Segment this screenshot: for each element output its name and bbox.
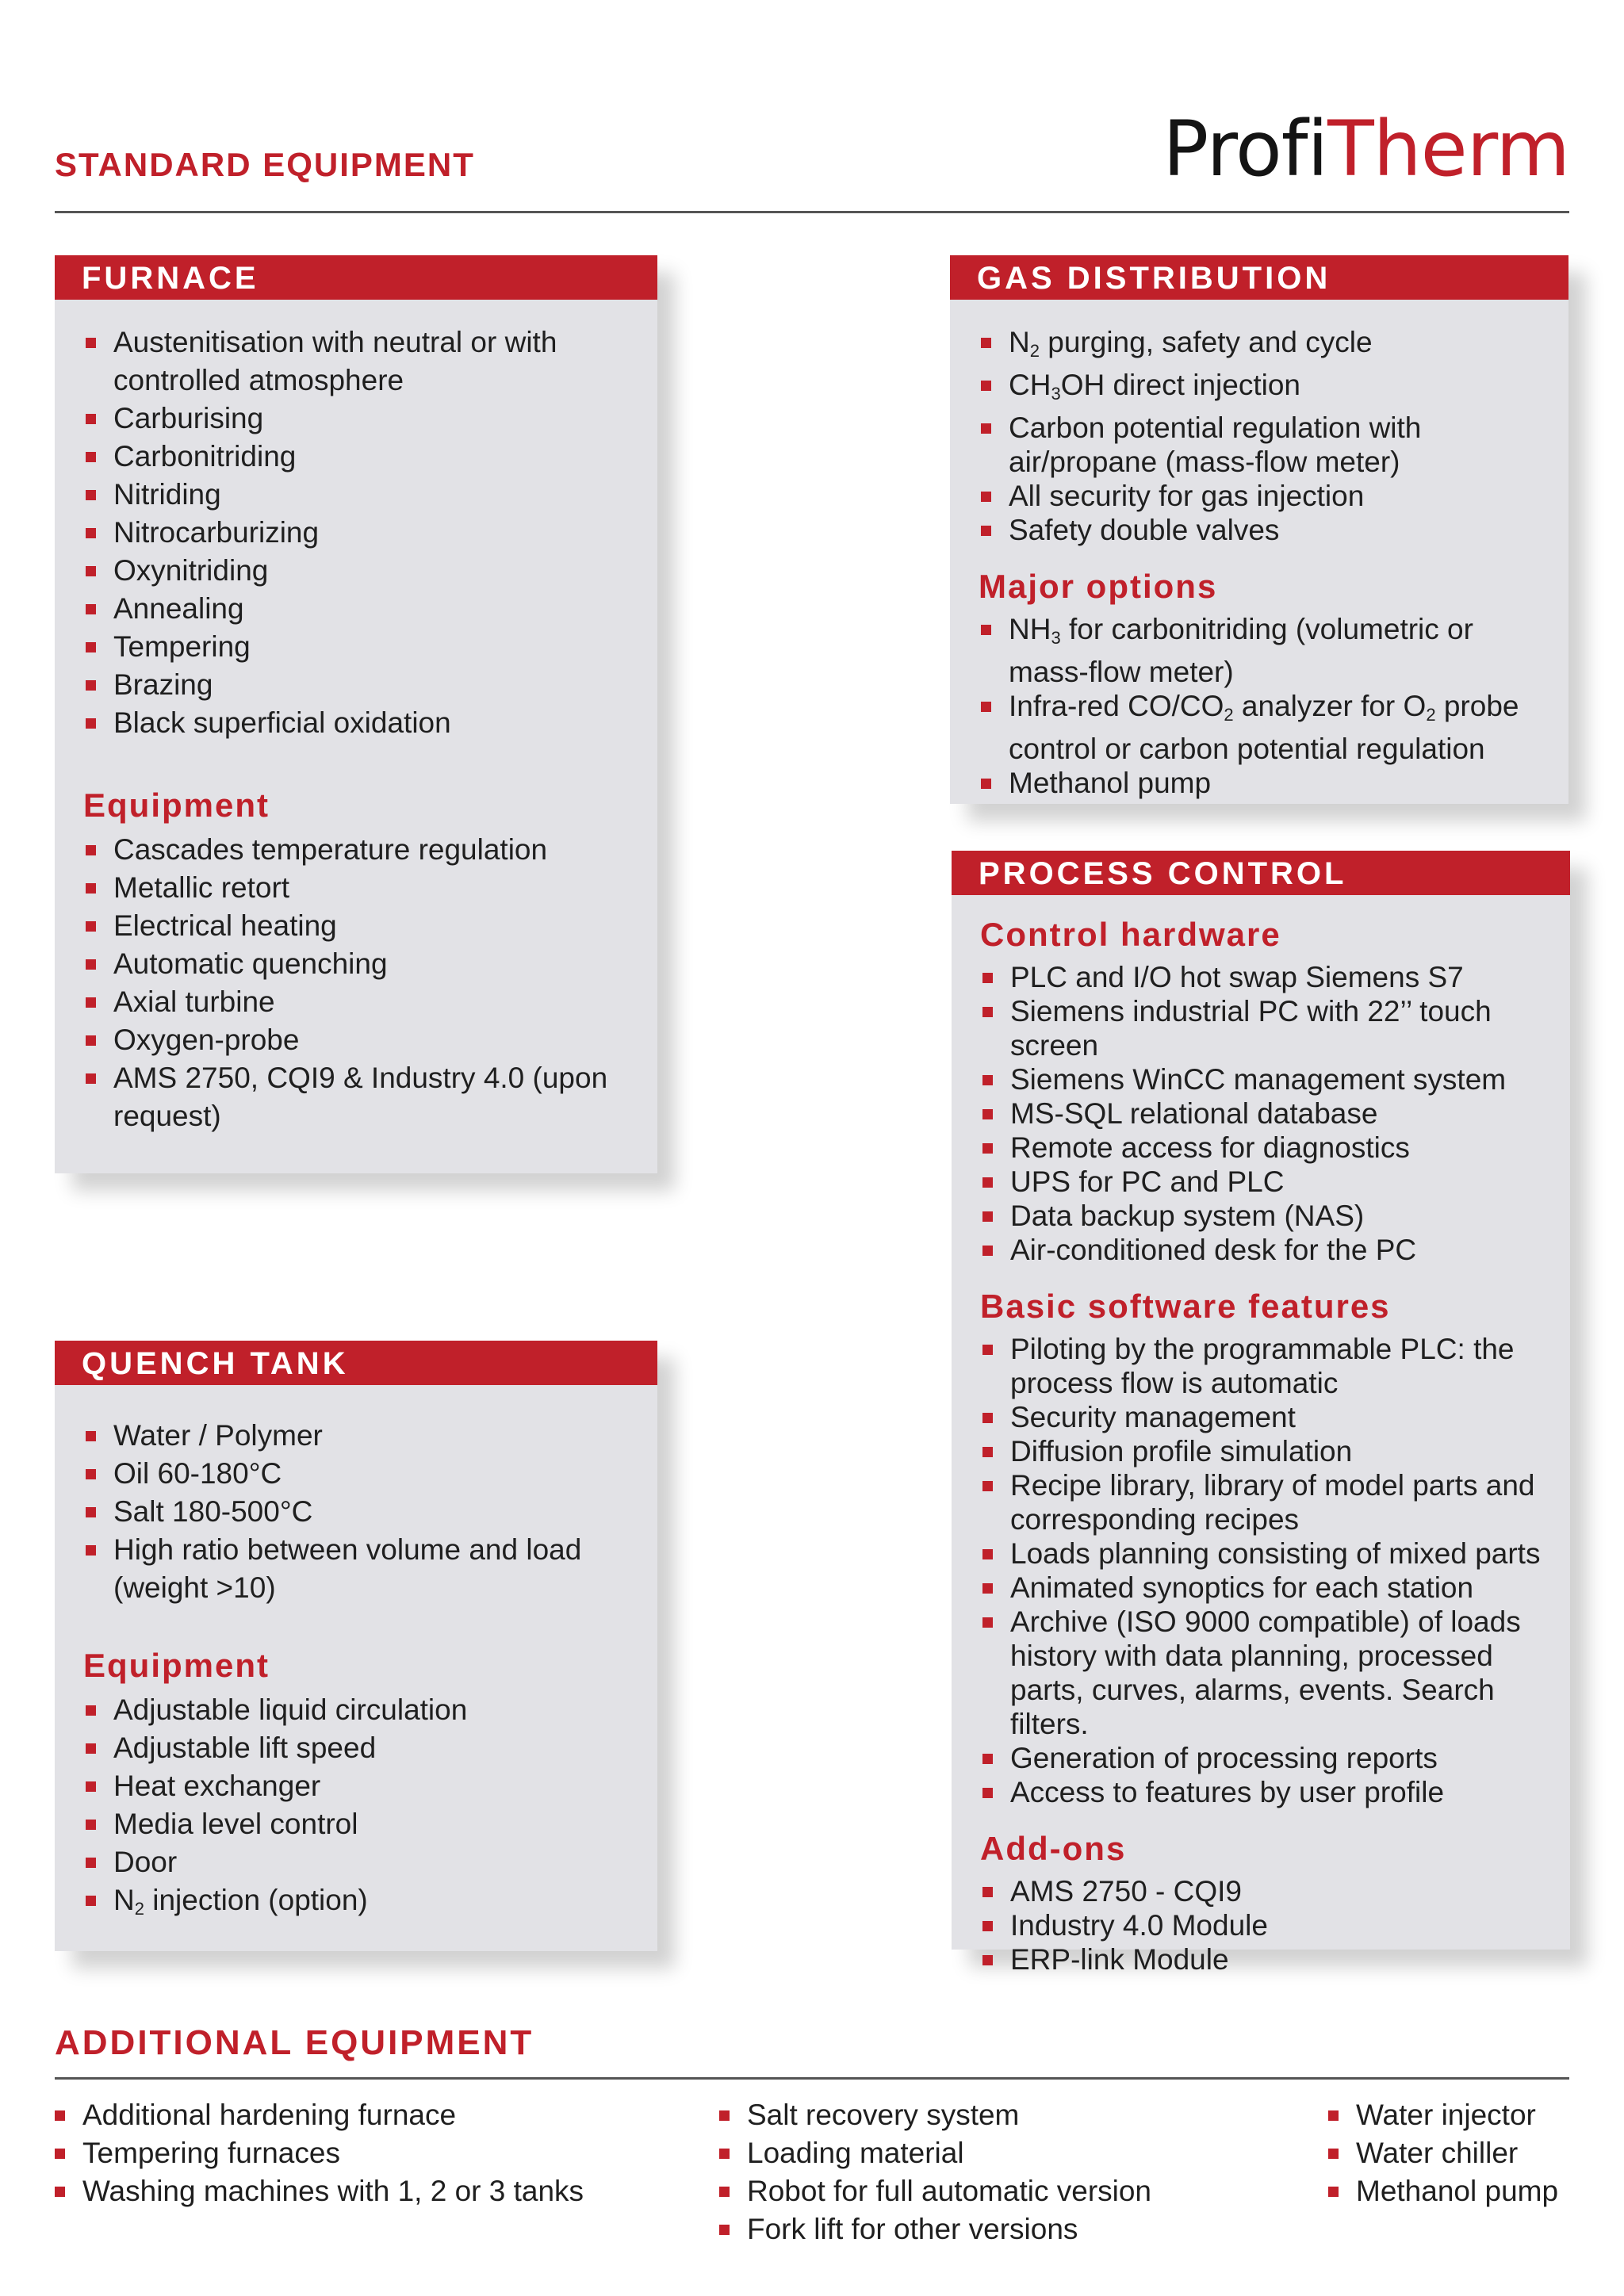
list-item: Loads planning consisting of mixed parts xyxy=(980,1536,1542,1571)
item-prefix: CH xyxy=(1009,369,1051,401)
logo-part-2: Therm xyxy=(1327,105,1569,193)
list-item xyxy=(979,368,1540,411)
list-item: Safety double valves xyxy=(979,513,1540,547)
list-item: PLC and I/O hot swap Siemens S7 xyxy=(980,960,1542,994)
item-suffix: purging, safety and cycle xyxy=(1039,326,1373,358)
list-item: Tempering furnaces xyxy=(52,2134,584,2172)
list-item: Salt recovery system xyxy=(717,2096,1151,2134)
list-item: Nitriding xyxy=(83,476,629,514)
item-part: analyzer for O xyxy=(1233,690,1427,722)
additional-divider xyxy=(55,2077,1569,2080)
item-suffix: for carbonitriding (volumetric or mass-flow meter) xyxy=(1009,613,1473,688)
list-item: Fork lift for other versions xyxy=(717,2210,1151,2248)
quench-equipment-title: Equipment xyxy=(83,1647,270,1684)
list-item: Austenitisation with neutral or with controlled atmosphere xyxy=(83,323,629,400)
additional-col-2 xyxy=(717,2096,1151,2248)
furnace-header: FURNACE xyxy=(55,255,657,300)
list-item: UPS for PC and PLC xyxy=(980,1165,1542,1199)
list-item: Methanol pump xyxy=(979,766,1540,800)
list-item xyxy=(83,1881,629,1928)
quench-list xyxy=(83,1417,629,1607)
list-item: Recipe library, library of model parts and corresponding recipes xyxy=(980,1468,1542,1536)
list-item: Adjustable lift speed xyxy=(83,1729,629,1767)
list-item: Automatic quenching xyxy=(83,945,629,983)
list-item: Nitrocarburizing xyxy=(83,514,629,552)
additional-col-1 xyxy=(52,2096,584,2210)
addons-title: Add-ons xyxy=(980,1830,1127,1867)
item-subscript: 2 xyxy=(1029,341,1040,361)
n2-suffix: injection (option) xyxy=(144,1884,368,1916)
list-item: Air-conditioned desk for the PC xyxy=(980,1233,1542,1267)
list-item: Brazing xyxy=(83,666,629,704)
control-hardware-title: Control hardware xyxy=(980,916,1281,953)
list-item: Diffusion profile simulation xyxy=(980,1434,1542,1468)
list-item: Tempering xyxy=(83,628,629,666)
quench-equipment-list xyxy=(83,1691,629,1928)
list-item: All security for gas injection xyxy=(979,479,1540,513)
major-options-title: Major options xyxy=(979,568,1218,605)
list-item: Axial turbine xyxy=(83,983,629,1021)
list-item: Carburising xyxy=(83,400,629,438)
list-item xyxy=(979,689,1540,766)
list-item: Carbon potential regulation with air/propane (mass-flow meter) xyxy=(979,411,1540,479)
list-item: Siemens WinCC management system xyxy=(980,1062,1542,1096)
quench-tank-panel xyxy=(55,1341,657,1951)
list-item: Methanol pump xyxy=(1326,2172,1558,2210)
item-part: Infra-red CO/CO xyxy=(1009,690,1224,722)
software-list xyxy=(980,1332,1542,1809)
list-item: AMS 2750, CQI9 & Industry 4.0 (upon request) xyxy=(83,1059,629,1135)
item-part: probe control or carbon potential regulation xyxy=(1009,690,1519,765)
item-subscript: 3 xyxy=(1051,628,1061,648)
item-subscript: 3 xyxy=(1051,384,1061,404)
list-item: Media level control xyxy=(83,1805,629,1843)
profitherm-logo xyxy=(1162,105,1569,193)
list-item: AMS 2750 - CQI9 xyxy=(980,1874,1542,1908)
gas-distribution-panel xyxy=(950,255,1568,804)
major-options-list xyxy=(979,612,1540,800)
list-item: Robot for full automatic version xyxy=(717,2172,1151,2210)
item-suffix: OH direct injection xyxy=(1060,369,1300,401)
list-item xyxy=(979,325,1540,368)
addons-list xyxy=(980,1874,1542,1976)
item-prefix: N xyxy=(1009,326,1030,358)
list-item: Electrical heating xyxy=(83,907,629,945)
list-item: High ratio between volume and load (weight >10) xyxy=(83,1531,629,1607)
list-item: Carbonitriding xyxy=(83,438,629,476)
item-subscript: 2 xyxy=(1224,705,1234,725)
process-control-panel xyxy=(952,851,1570,1976)
n2-subscript: 2 xyxy=(134,1899,144,1919)
list-item: Door xyxy=(83,1843,629,1881)
item-subscript: 2 xyxy=(1426,705,1436,725)
list-item: Data backup system (NAS) xyxy=(980,1199,1542,1233)
list-item: Remote access for diagnostics xyxy=(980,1131,1542,1165)
list-item: Archive (ISO 9000 compatible) of loads history with data planning, processed parts, curves, alarms, events. Search filters. xyxy=(980,1605,1542,1741)
list-item: Heat exchanger xyxy=(83,1767,629,1805)
hardware-list xyxy=(980,960,1542,1267)
list-item: Additional hardening furnace xyxy=(52,2096,584,2134)
software-features-title: Basic software features xyxy=(980,1288,1391,1325)
list-item xyxy=(979,612,1540,689)
list-item: Access to features by user profile xyxy=(980,1775,1542,1809)
list-item: Oil 60-180°C xyxy=(83,1455,629,1493)
furnace-list xyxy=(83,323,629,742)
process-control-header: PROCESS CONTROL xyxy=(952,851,1570,895)
list-item: Loading material xyxy=(717,2134,1151,2172)
list-item: Oxygen-probe xyxy=(83,1021,629,1059)
gas-distribution-header: GAS DISTRIBUTION xyxy=(950,255,1568,300)
list-item: Generation of processing reports xyxy=(980,1741,1542,1775)
list-item: Salt 180-500°C xyxy=(83,1493,629,1531)
list-item: Black superficial oxidation xyxy=(83,704,629,742)
n2-prefix: N xyxy=(113,1884,135,1916)
item-prefix: NH xyxy=(1009,613,1051,645)
additional-equipment-title: ADDITIONAL EQUIPMENT xyxy=(55,2023,534,2062)
list-item: Water injector xyxy=(1326,2096,1558,2134)
furnace-equipment-list xyxy=(83,831,629,1135)
list-item: ERP-link Module xyxy=(980,1942,1542,1976)
list-item: Security management xyxy=(980,1400,1542,1434)
page-title: STANDARD EQUIPMENT xyxy=(55,146,475,183)
additional-col-3 xyxy=(1326,2096,1558,2210)
list-item: Animated synoptics for each station xyxy=(980,1571,1542,1605)
list-item: Water / Polymer xyxy=(83,1417,629,1455)
list-item: Piloting by the programmable PLC: the process flow is automatic xyxy=(980,1332,1542,1400)
list-item: Cascades temperature regulation xyxy=(83,831,629,869)
list-item: Water chiller xyxy=(1326,2134,1558,2172)
list-item: Siemens industrial PC with 22’’ touch screen xyxy=(980,994,1542,1062)
list-item: Metallic retort xyxy=(83,869,629,907)
list-item: Industry 4.0 Module xyxy=(980,1908,1542,1942)
list-item: Washing machines with 1, 2 or 3 tanks xyxy=(52,2172,584,2210)
quench-tank-header: QUENCH TANK xyxy=(55,1341,657,1385)
list-item: MS-SQL relational database xyxy=(980,1096,1542,1131)
header-divider xyxy=(55,211,1569,213)
list-item: Adjustable liquid circulation xyxy=(83,1691,629,1729)
list-item: Oxynitriding xyxy=(83,552,629,590)
gas-list xyxy=(979,325,1540,547)
furnace-equipment-title: Equipment xyxy=(83,786,270,824)
list-item: Annealing xyxy=(83,590,629,628)
logo-part-1: Profi xyxy=(1162,105,1328,193)
furnace-panel xyxy=(55,255,657,1173)
